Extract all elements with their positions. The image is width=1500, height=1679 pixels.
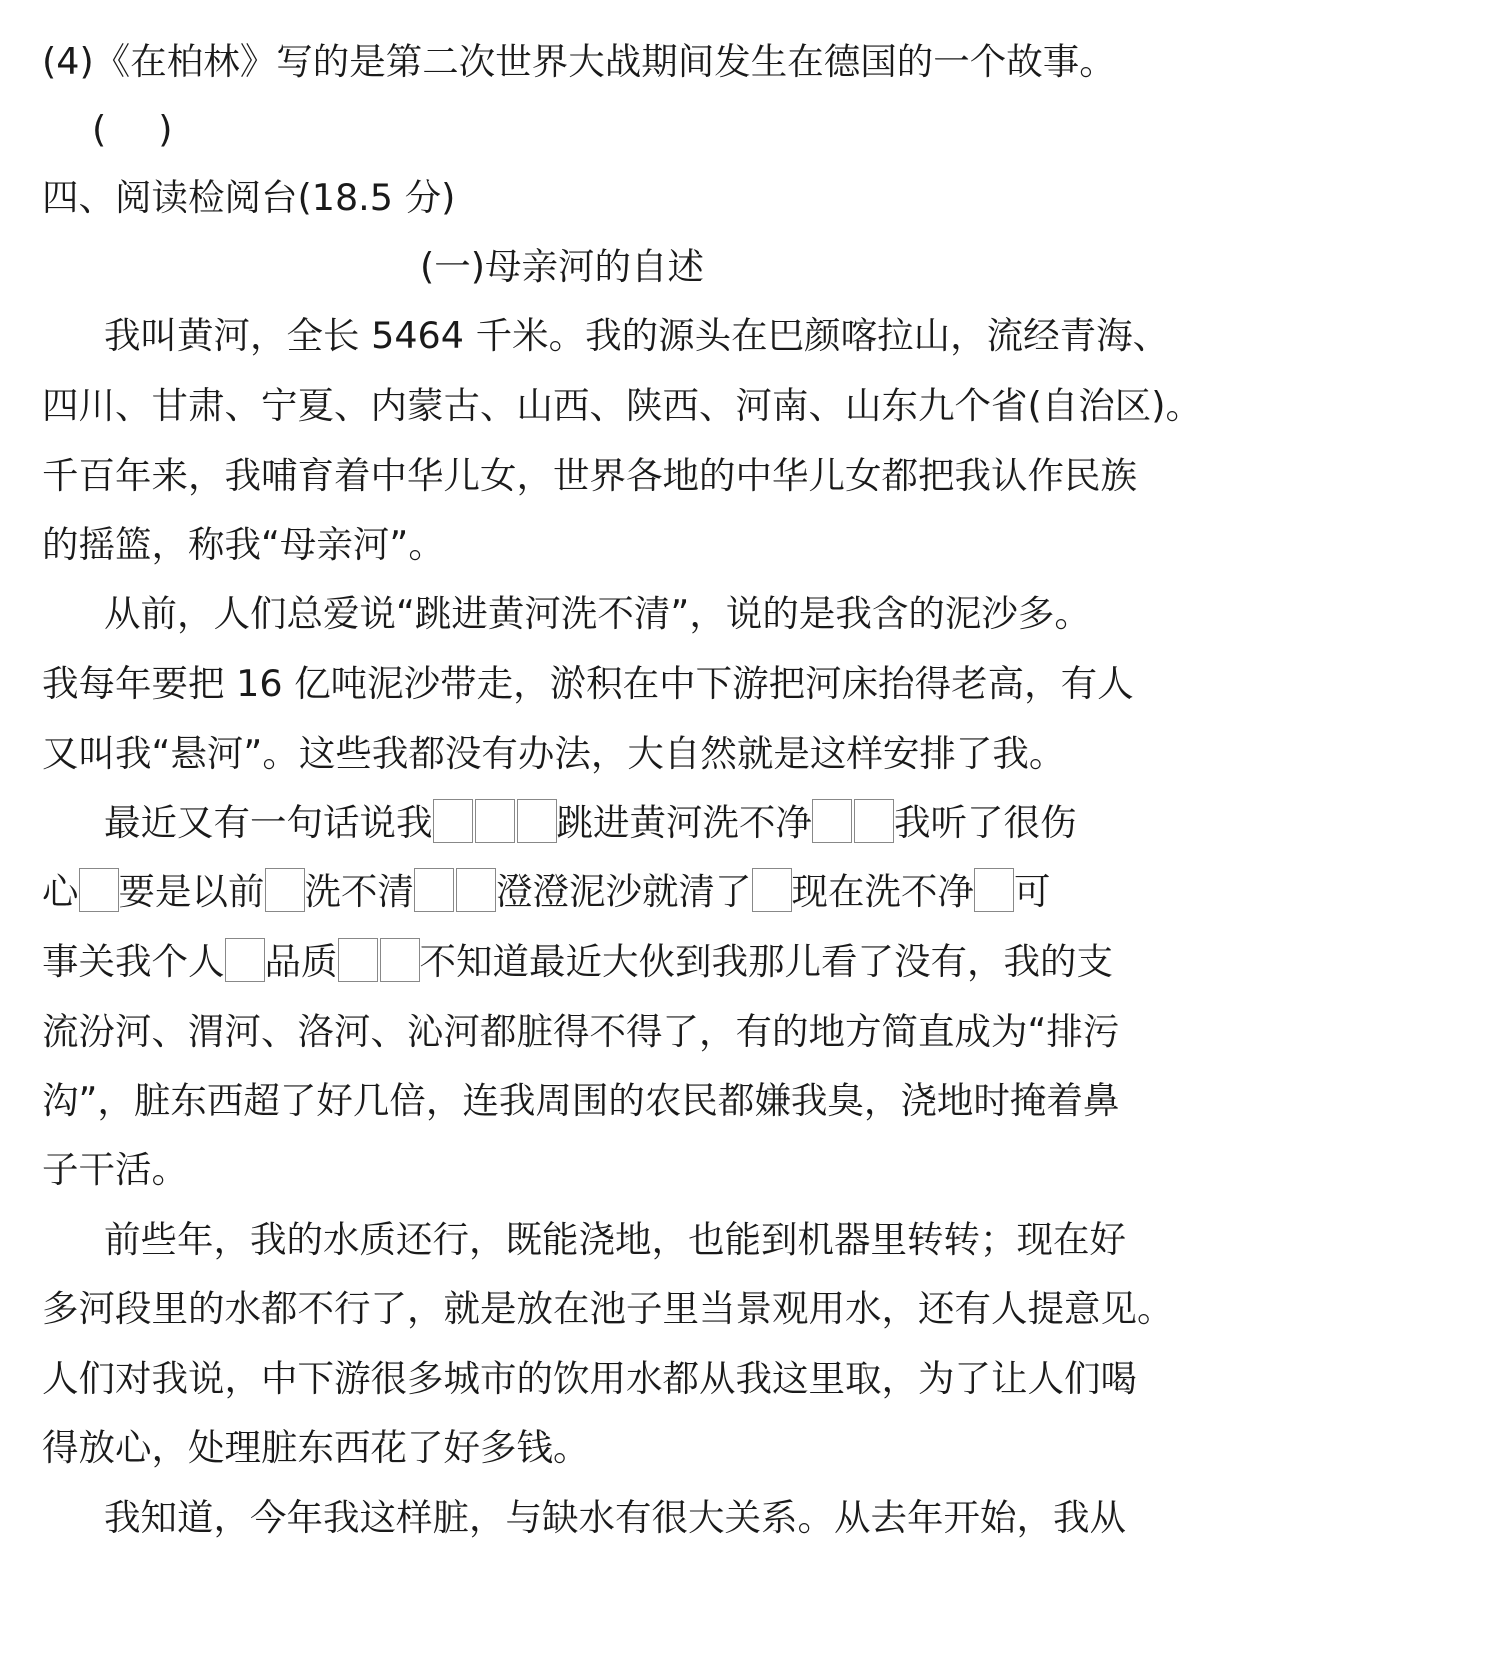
- punctuation-blank-box[interactable]: [338, 938, 378, 982]
- punctuation-blank-box[interactable]: [974, 868, 1014, 912]
- paragraph-line: 沟”，脏东西超了好几倍，连我周围的农民都嫌我臭，浇地时掩着鼻: [42, 1079, 1120, 1122]
- paragraph-line: 四川、甘肃、宁夏、内蒙古、山西、陕西、河南、山东九个省(自治区)。: [42, 384, 1202, 427]
- punctuation-blank-box[interactable]: [517, 799, 557, 843]
- paragraph-line: 的摇篮，称我“母亲河”。: [42, 523, 445, 566]
- punctuation-blank-box[interactable]: [380, 938, 420, 982]
- paragraph-line: 从前，人们总爱说“跳进黄河洗不清”，说的是我含的泥沙多。: [104, 592, 1091, 635]
- punctuation-blank-box[interactable]: [812, 799, 852, 843]
- paragraph-line: 又叫我“悬河”。这些我都没有办法，大自然就是这样安排了我。: [42, 732, 1066, 775]
- answer-parentheses: [92, 106, 1172, 154]
- question-4-text: (4)《在柏林》写的是第二次世界大战期间发生在德国的一个故事。: [42, 40, 1116, 83]
- paragraph-line: 多河段里的水都不行了，就是放在池子里当景观用水，还有人提意见。: [42, 1287, 1174, 1330]
- paragraph-line-with-blanks: 最近又有一句话说我 跳进黄河洗不净 我听了很伤: [104, 801, 1077, 844]
- paragraph-line-with-blanks: 心 要是以前 洗不清 澄澄泥沙就清了 现在洗不净 可: [42, 870, 1051, 913]
- section-heading: 四、阅读检阅台(18.5 分): [42, 176, 456, 219]
- punctuation-blank-box[interactable]: [475, 799, 515, 843]
- punctuation-blank-box[interactable]: [456, 868, 496, 912]
- paragraph-line: 人们对我说，中下游很多城市的饮用水都从我这里取，为了让人们喝: [42, 1357, 1137, 1400]
- paragraph-line: 前些年，我的水质还行，既能浇地，也能到机器里转转；现在好: [104, 1218, 1126, 1261]
- paragraph-line: 得放心，处理脏东西花了好多钱。: [42, 1426, 590, 1469]
- paragraph-line: 我每年要把 16 亿吨泥沙带走，淤积在中下游把河床抬得老高，有人: [42, 662, 1134, 705]
- punctuation-blank-box[interactable]: [433, 799, 473, 843]
- question-4: [42, 38, 1122, 86]
- paren-close: ): [158, 108, 173, 151]
- punctuation-blank-box[interactable]: [854, 799, 894, 843]
- punctuation-blank-box[interactable]: [225, 938, 265, 982]
- paragraph-line: 千百年来，我哺育着中华儿女，世界各地的中华儿女都把我认作民族: [42, 454, 1137, 497]
- paragraph-line: 我叫黄河，全长 5464 千米。我的源头在巴颜喀拉山，流经青海、: [104, 314, 1170, 357]
- passage-title: (一)母亲河的自述: [420, 245, 704, 288]
- paren-open: (: [92, 108, 107, 151]
- paragraph-line: 子干活。: [42, 1148, 188, 1191]
- paragraph-line: 我知道，今年我这样脏，与缺水有很大关系。从去年开始，我从: [104, 1496, 1126, 1539]
- paragraph-line: 流汾河、渭河、洛河、沁河都脏得不得了，有的地方简直成为“排污: [42, 1010, 1120, 1053]
- punctuation-blank-box[interactable]: [752, 868, 792, 912]
- punctuation-blank-box[interactable]: [79, 868, 119, 912]
- punctuation-blank-box[interactable]: [265, 868, 305, 912]
- punctuation-blank-box[interactable]: [414, 868, 454, 912]
- paragraph-line-with-blanks: 事关我个人 品质 不知道最近大伙到我那儿看了没有，我的支: [42, 940, 1113, 983]
